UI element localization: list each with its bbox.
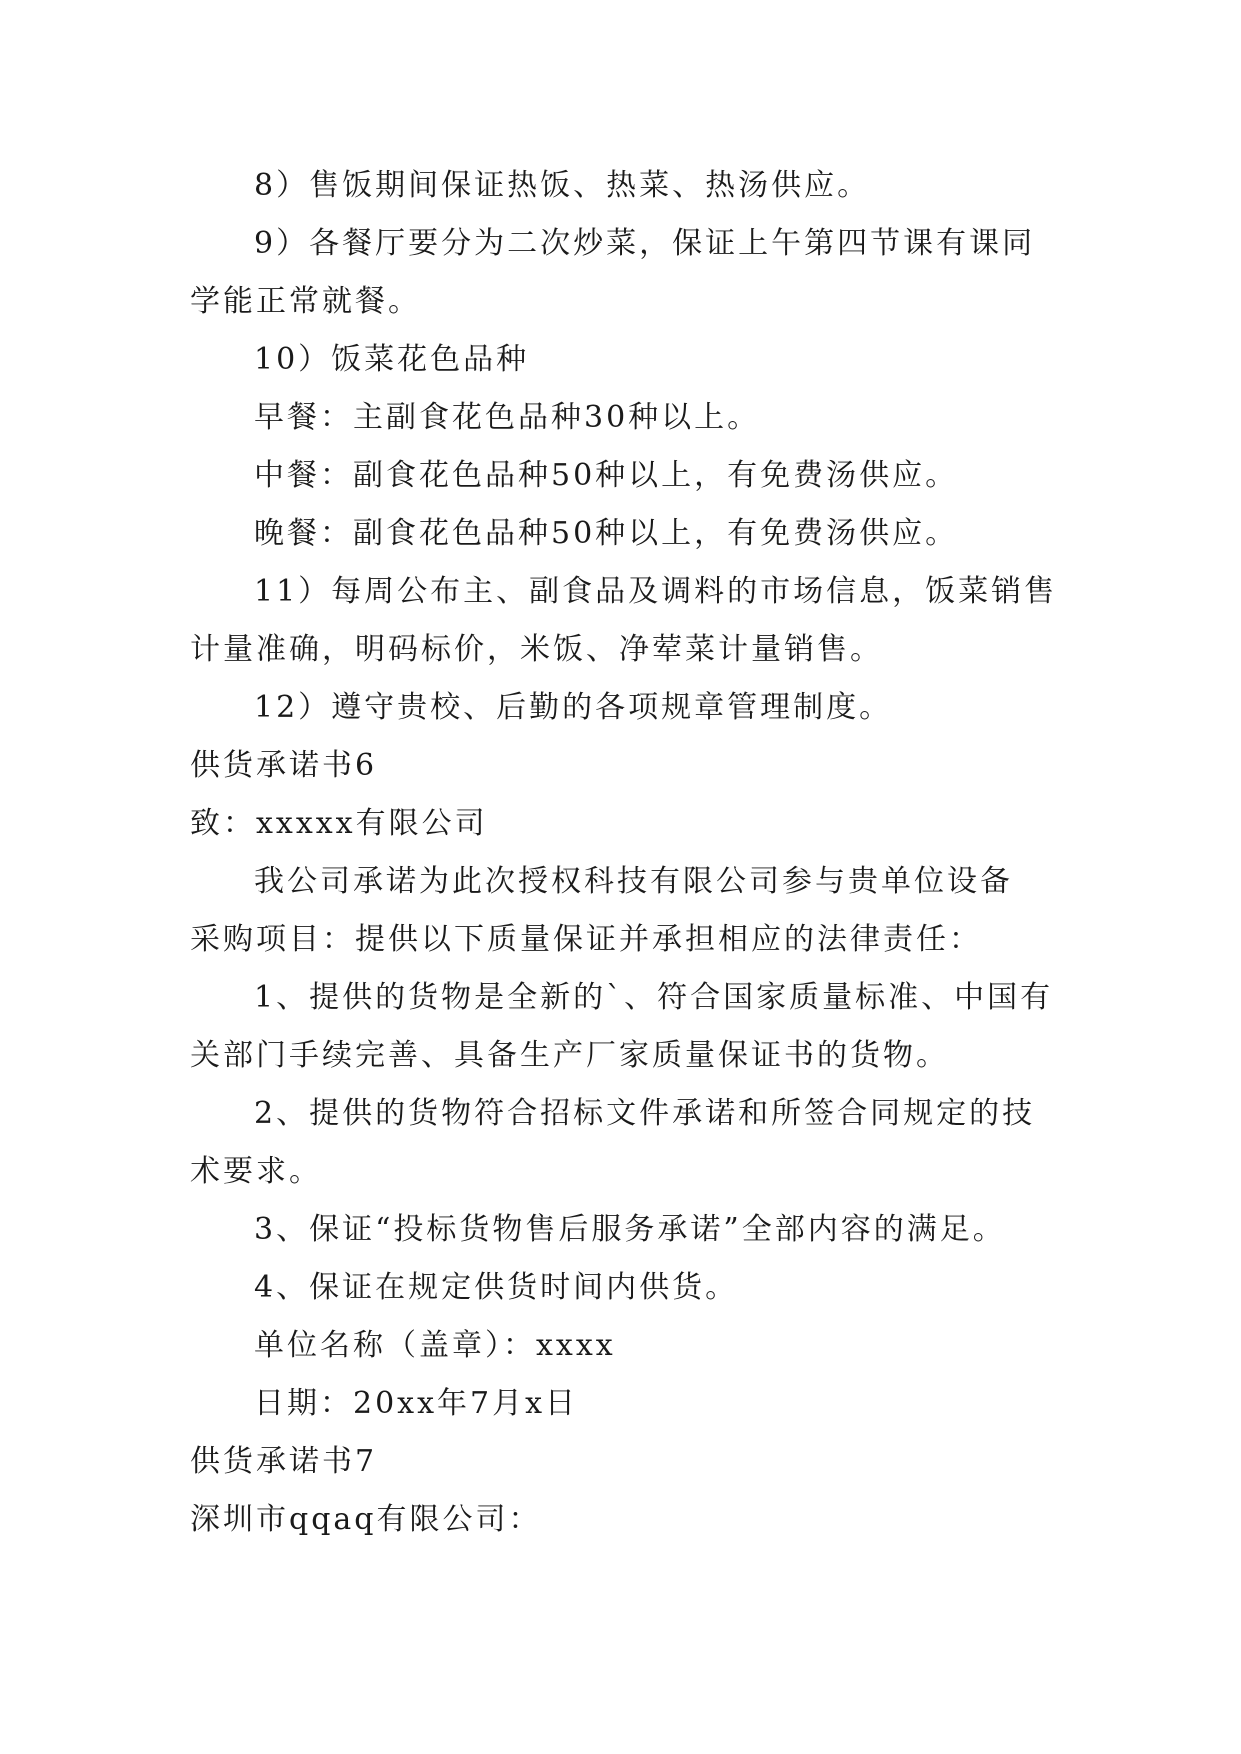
lunch-line: 中餐：副食花色品种50种以上，有免费汤供应。 <box>254 458 959 493</box>
breakfast-line: 早餐：主副食花色品种30种以上。 <box>254 400 761 435</box>
section-title-6: 供货承诺书6 <box>190 748 378 783</box>
guarantee-item-2-continued: 术要求。 <box>190 1154 322 1189</box>
item-11-text-continued: 计量准确，明码标价，米饭、净荤菜计量销售。 <box>190 632 883 667</box>
item-9-text-continued: 学能正常就餐。 <box>190 284 421 319</box>
guarantee-item-2: 2、提供的货物符合招标文件承诺和所签合同规定的技 <box>254 1096 1036 1131</box>
commitment-paragraph: 我公司承诺为此次授权科技有限公司参与贵单位设备 <box>254 864 1013 899</box>
section-title-7: 供货承诺书7 <box>190 1444 378 1479</box>
dinner-line: 晚餐：副食花色品种50种以上，有免费汤供应。 <box>254 516 959 551</box>
addressee-line: 致：xxxxx有限公司 <box>190 806 488 841</box>
item-8-text: 8）售饭期间保证热饭、热菜、热汤供应。 <box>254 168 871 203</box>
item-12-text: 12）遵守贵校、后勤的各项规章管理制度。 <box>254 690 893 725</box>
guarantee-item-1: 1、提供的货物是全新的`、符合国家质量标准、中国有 <box>254 980 1054 1015</box>
company-name-seal-line: 单位名称（盖章）：xxxx <box>254 1328 616 1363</box>
guarantee-item-3: 3、保证“投标货物售后服务承诺”全部内容的满足。 <box>254 1212 1006 1247</box>
commitment-paragraph-continued: 采购项目：提供以下质量保证并承担相应的法律责任： <box>190 922 982 957</box>
guarantee-item-1-continued: 关部门手续完善、具备生产厂家质量保证书的货物。 <box>190 1038 949 1073</box>
item-9-text: 9）各餐厅要分为二次炒菜，保证上午第四节课有课同 <box>254 226 1036 261</box>
recipient-line: 深圳市qqaq有限公司： <box>190 1502 542 1537</box>
item-11-text: 11）每周公布主、副食品及调料的市场信息，饭菜销售 <box>254 574 1058 609</box>
date-line: 日期：20xx年7月x日 <box>254 1386 579 1421</box>
guarantee-item-4: 4、保证在规定供货时间内供货。 <box>254 1270 739 1305</box>
item-10-heading: 10）饭菜花色品种 <box>254 342 530 377</box>
